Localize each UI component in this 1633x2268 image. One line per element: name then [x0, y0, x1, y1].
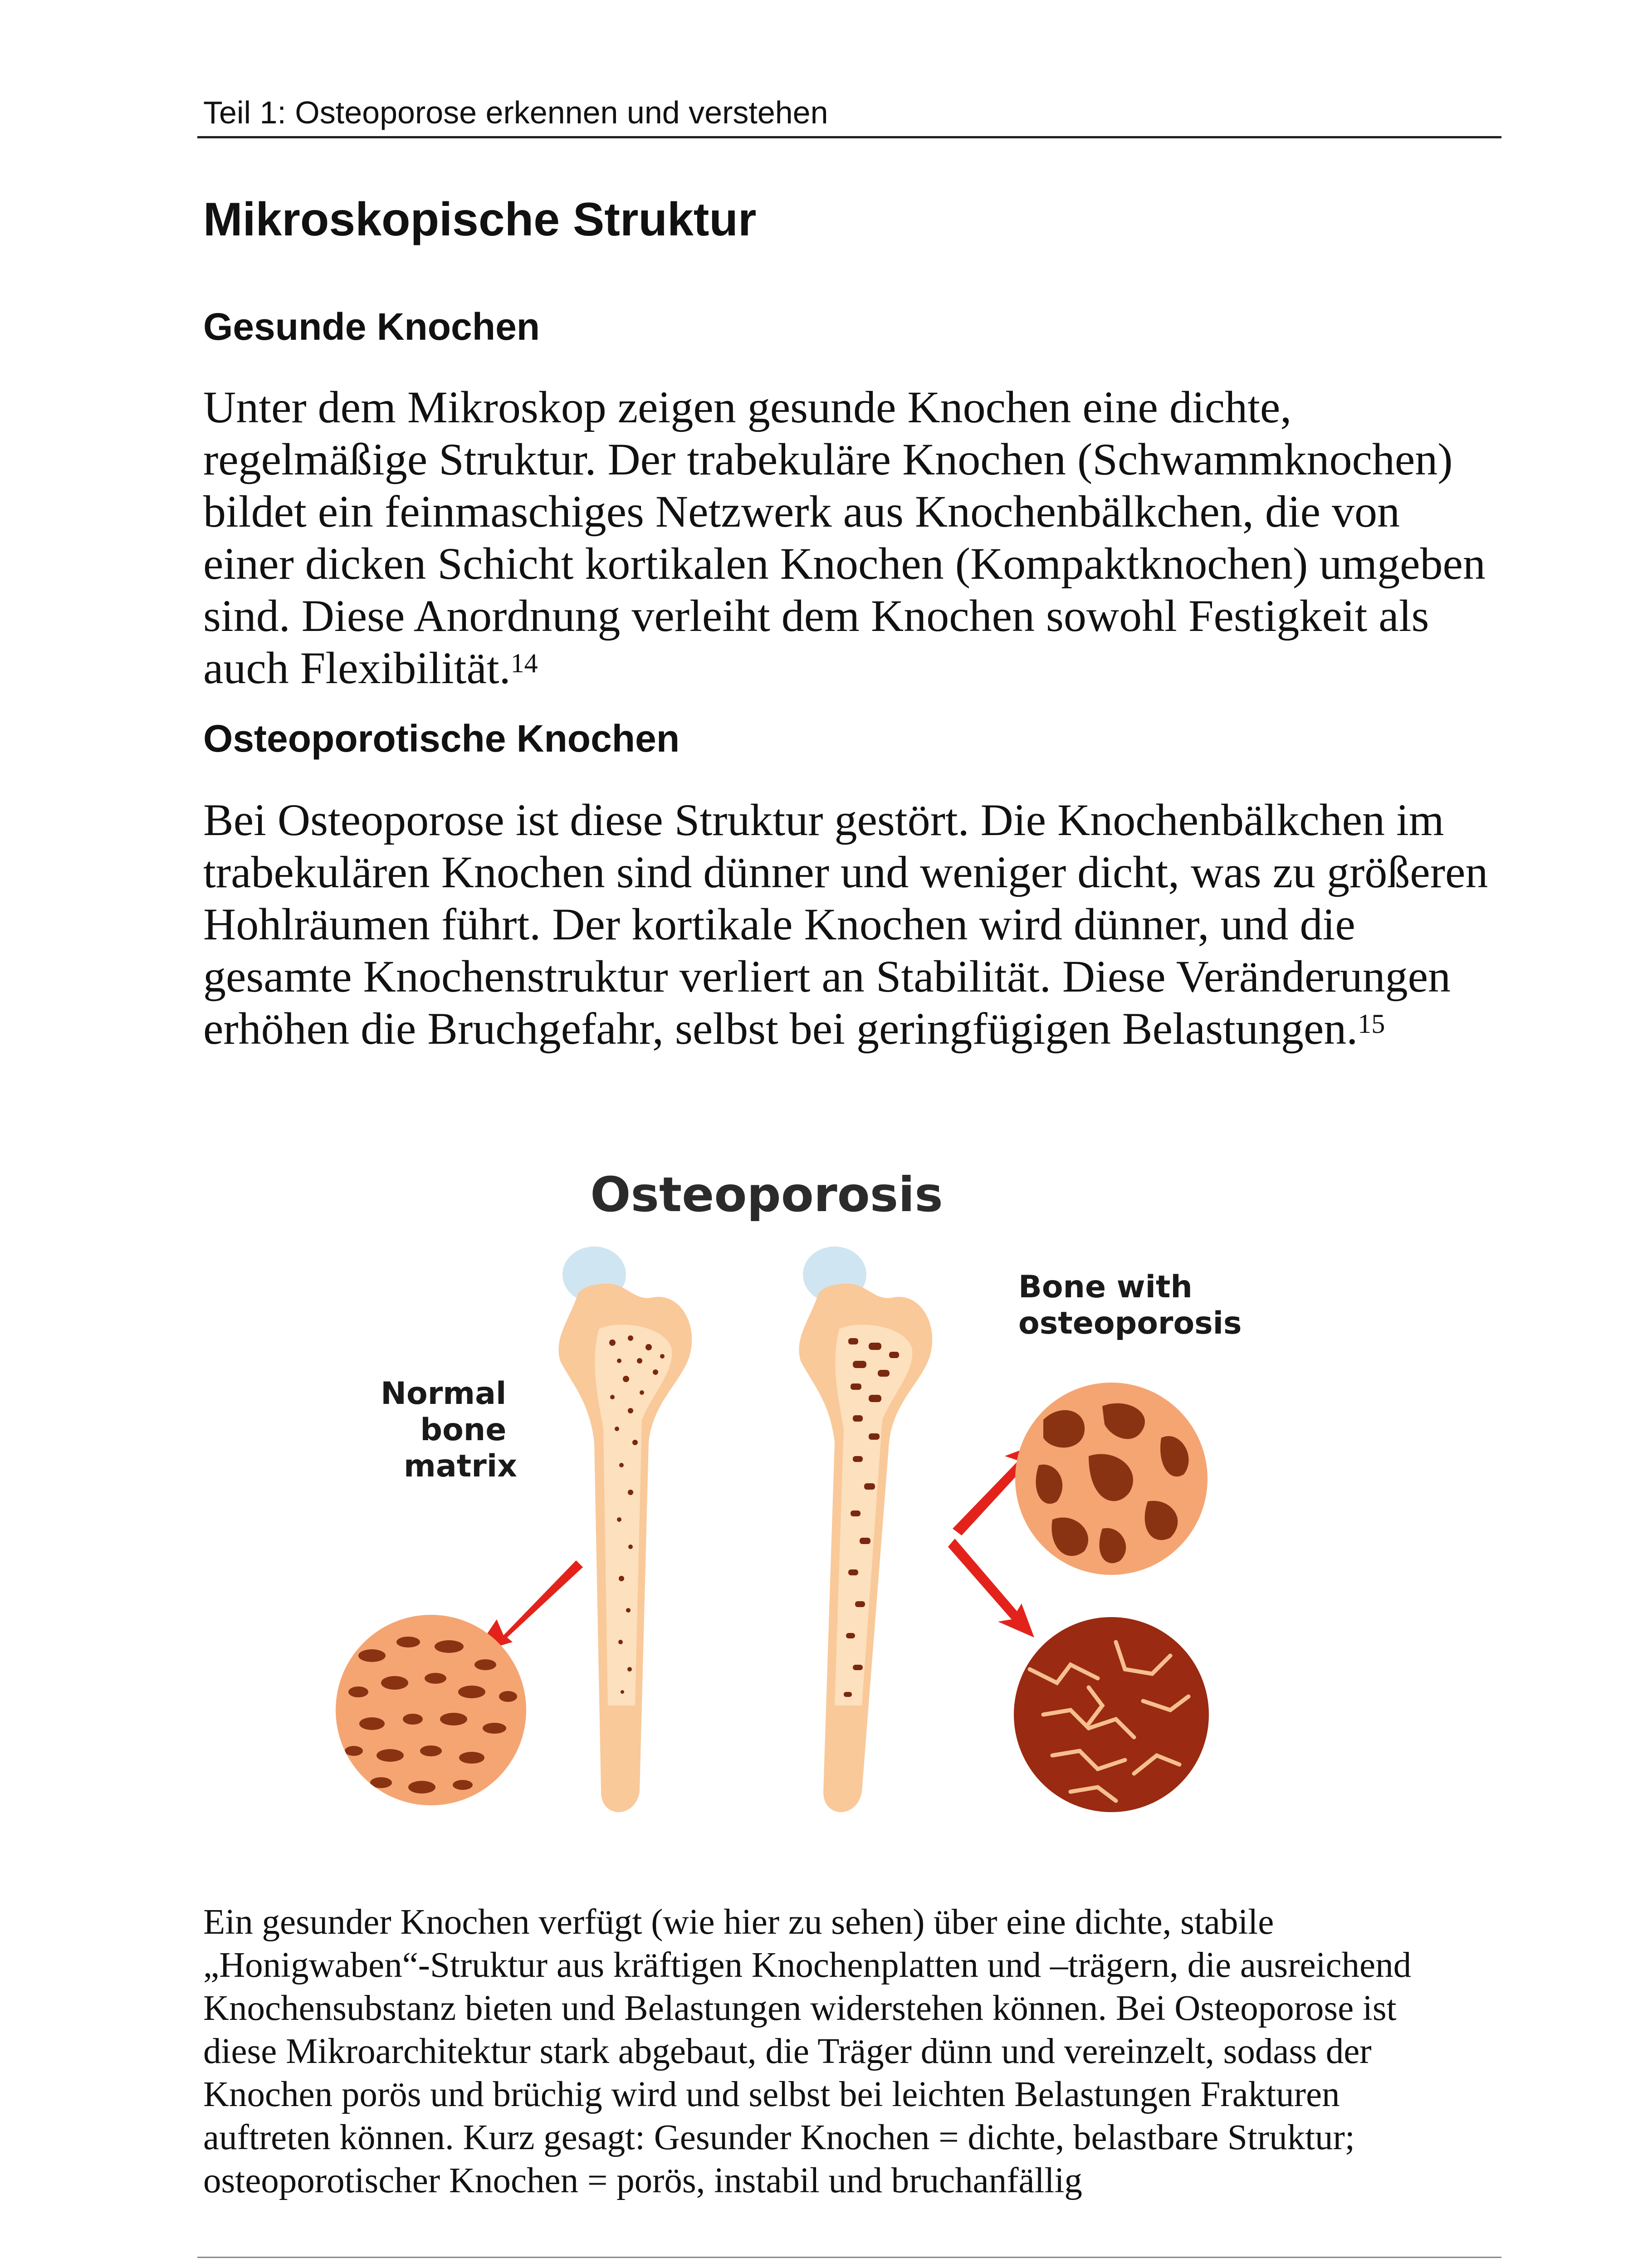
label-line: osteoporosis: [1018, 1305, 1242, 1341]
normal-bone-matrix-circle: [336, 1615, 526, 1805]
caption-line: „Honigwaben“-Struktur aus kräftigen Knochenplatten und –trägern, die ausreichend: [203, 1945, 1412, 1985]
paragraph-line: gesamte Knochenstruktur verliert an Stabilität. Diese Veränderungen: [203, 951, 1451, 1002]
section-title: Mikroskopische Struktur: [203, 193, 757, 246]
caption-line: Knochen porös und brüchig wird und selbst bei leichten Belastungen Frakturen: [203, 2075, 1340, 2114]
caption-line: Knochensubstanz bieten und Belastungen widerstehen können. Bei Osteoporose ist: [203, 1989, 1397, 2028]
paragraph-line: einer dicken Schicht kortikalen Knochen (Kompaktknochen) umgeben: [203, 538, 1486, 589]
paragraph-line: trabekulären Knochen sind dünner und weniger dicht, was zu größeren: [203, 847, 1488, 897]
label-line: Normal: [381, 1376, 507, 1412]
label-bone-with-osteoporosis: [1018, 1269, 1242, 1341]
spongy-bone-region: [835, 1325, 912, 1706]
label-normal-bone-matrix: [381, 1376, 517, 1484]
paragraph-line: Hohlräumen führt. Der kortikale Knochen wird dünner, und die: [203, 899, 1355, 949]
normal-bone-illustration: [558, 1246, 692, 1812]
arrow-icon: [948, 1539, 1034, 1637]
paragraph-line: bildet ein feinmaschiges Netzwerk aus Knochenbälkchen, die von: [203, 486, 1400, 537]
caption-line: Ein gesunder Knochen verfügt (wie hier zu sehen) über eine dichte, stabile: [203, 1902, 1274, 1942]
caption-line: auftreten können. Kurz gesagt: Gesunder Knochen = dichte, belastbare Struktur;: [203, 2118, 1355, 2157]
paragraph-line: Bei Osteoporose ist diese Struktur gestört. Die Knochenbälkchen im: [203, 795, 1444, 845]
label-line: bone: [420, 1412, 507, 1448]
paragraph-line: [203, 642, 538, 694]
header-divider: [197, 136, 1501, 138]
label-line: Bone with: [1018, 1269, 1193, 1305]
paragraph-line: regelmäßige Struktur. Der trabekuläre Knochen (Schwammknochen): [203, 434, 1453, 484]
paragraph-line-text: auch Flexibilität.: [203, 643, 511, 693]
paragraph-line: sind. Diese Anordnung verleiht dem Knochen sowohl Festigkeit als: [203, 591, 1429, 641]
subheading-healthy-bone: Gesunde Knochen: [203, 305, 540, 348]
footer-divider: [197, 2257, 1501, 2258]
label-line: matrix: [404, 1448, 517, 1484]
footnote-reference[interactable]: 14: [510, 648, 538, 678]
severe-osteoporotic-bone-circle: [1014, 1617, 1209, 1812]
osteoporotic-bone-circle: [1015, 1383, 1208, 1575]
footnote-reference[interactable]: 15: [1358, 1009, 1385, 1039]
osteoporosis-illustration: [318, 1148, 1247, 1846]
figure-title: Osteoporosis: [590, 1167, 943, 1222]
paragraph-line-text: erhöhen die Bruchgefahr, selbst bei geringfügigen Belastungen.: [203, 1003, 1358, 1054]
paragraph-line: Unter dem Mikroskop zeigen gesunde Knochen eine dichte,: [203, 382, 1292, 432]
subheading-osteoporotic-bone: Osteoporotische Knochen: [203, 717, 680, 760]
running-header: Teil 1: Osteoporose erkennen und verstehen: [203, 95, 828, 130]
caption-line: osteoporotischer Knochen = porös, instabil und bruchanfällig: [203, 2161, 1082, 2200]
osteoporotic-bone-illustration: [799, 1246, 932, 1812]
caption-line: diese Mikroarchitektur stark abgebaut, die Träger dünn und vereinzelt, sodass der: [203, 2032, 1372, 2071]
paragraph-line: [203, 1002, 1385, 1055]
